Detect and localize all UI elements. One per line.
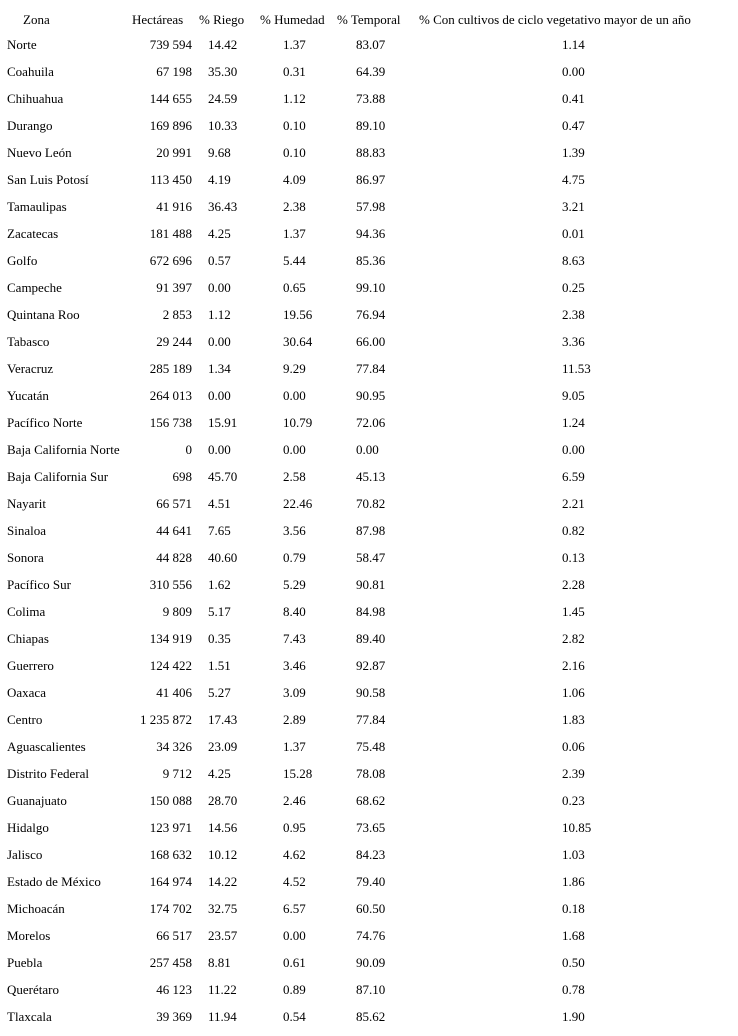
cell-hectareas: 174 702 bbox=[149, 901, 192, 916]
cell-zona: Chiapas bbox=[7, 631, 49, 646]
cell-temporal: 87.98 bbox=[356, 523, 386, 538]
cell-zona: Aguascalientes bbox=[7, 739, 86, 754]
cell-humedad: 3.46 bbox=[283, 658, 306, 673]
cell-hectareas: 156 738 bbox=[149, 415, 192, 430]
cell-zona: Sonora bbox=[7, 550, 44, 565]
cell-hectareas: 739 594 bbox=[149, 37, 192, 52]
cell-hectareas: 66 571 bbox=[156, 496, 192, 511]
cell-temporal: 94.36 bbox=[356, 226, 386, 241]
cell-humedad: 10.79 bbox=[283, 415, 313, 430]
cell-ciclo: 2.38 bbox=[562, 307, 585, 322]
cell-zona: Baja California Sur bbox=[7, 469, 109, 484]
cell-riego: 4.25 bbox=[208, 226, 231, 241]
cell-temporal: 76.94 bbox=[356, 307, 386, 322]
cell-humedad: 2.46 bbox=[283, 793, 306, 808]
cell-zona: San Luis Potosí bbox=[7, 172, 89, 187]
cell-humedad: 1.37 bbox=[283, 37, 306, 52]
table-row bbox=[0, 928, 738, 955]
table-header bbox=[0, 12, 738, 28]
cell-zona: Tamaulipas bbox=[7, 199, 67, 214]
table-row bbox=[0, 226, 738, 253]
cell-riego: 4.19 bbox=[208, 172, 231, 187]
cell-riego: 1.34 bbox=[208, 361, 231, 376]
cell-hectareas: 123 971 bbox=[149, 820, 192, 835]
cell-hectareas: 285 189 bbox=[149, 361, 192, 376]
cell-zona: Baja California Norte bbox=[7, 442, 120, 457]
cell-riego: 10.12 bbox=[208, 847, 238, 862]
cell-humedad: 4.52 bbox=[283, 874, 306, 889]
cell-ciclo: 0.00 bbox=[562, 64, 585, 79]
cell-ciclo: 2.16 bbox=[562, 658, 585, 673]
table-row bbox=[0, 37, 738, 64]
cell-temporal: 88.83 bbox=[356, 145, 386, 160]
table-row bbox=[0, 901, 738, 928]
table-row bbox=[0, 577, 738, 604]
table-row bbox=[0, 658, 738, 685]
cell-temporal: 0.00 bbox=[356, 442, 379, 457]
cell-hectareas: 264 013 bbox=[149, 388, 192, 403]
cell-hectareas: 169 896 bbox=[149, 118, 192, 133]
cell-riego: 1.62 bbox=[208, 577, 231, 592]
cell-zona: Golfo bbox=[7, 253, 38, 268]
cell-riego: 14.56 bbox=[208, 820, 238, 835]
cell-humedad: 4.62 bbox=[283, 847, 306, 862]
cell-humedad: 0.10 bbox=[283, 145, 306, 160]
cell-hectareas: 91 397 bbox=[156, 280, 192, 295]
table-row bbox=[0, 415, 738, 442]
table-row bbox=[0, 550, 738, 577]
cell-temporal: 89.10 bbox=[356, 118, 386, 133]
cell-hectareas: 698 bbox=[172, 469, 192, 484]
cell-hectareas: 168 632 bbox=[149, 847, 192, 862]
cell-temporal: 90.81 bbox=[356, 577, 386, 592]
cell-ciclo: 0.47 bbox=[562, 118, 585, 133]
cell-zona: Querétaro bbox=[7, 982, 59, 997]
cell-riego: 8.81 bbox=[208, 955, 231, 970]
table-row bbox=[0, 820, 738, 847]
table-row bbox=[0, 712, 738, 739]
cell-riego: 5.27 bbox=[208, 685, 231, 700]
cell-riego: 35.30 bbox=[208, 64, 238, 79]
cell-zona: Tlaxcala bbox=[7, 1009, 52, 1024]
cell-riego: 10.33 bbox=[208, 118, 238, 133]
cell-humedad: 3.56 bbox=[283, 523, 306, 538]
cell-humedad: 0.00 bbox=[283, 388, 306, 403]
cell-zona: Puebla bbox=[7, 955, 43, 970]
cell-zona: Pacífico Sur bbox=[7, 577, 71, 592]
header-riego: % Riego bbox=[199, 12, 245, 27]
cell-zona: Chihuahua bbox=[7, 91, 64, 106]
table-row bbox=[0, 145, 738, 172]
cell-humedad: 0.95 bbox=[283, 820, 306, 835]
table-row bbox=[0, 793, 738, 820]
cell-ciclo: 0.25 bbox=[562, 280, 585, 295]
cell-ciclo: 1.06 bbox=[562, 685, 585, 700]
cell-humedad: 6.57 bbox=[283, 901, 306, 916]
cell-humedad: 2.89 bbox=[283, 712, 306, 727]
cell-zona: Morelos bbox=[7, 928, 51, 943]
cell-humedad: 0.31 bbox=[283, 64, 306, 79]
cell-riego: 1.12 bbox=[208, 307, 231, 322]
cell-riego: 4.25 bbox=[208, 766, 231, 781]
header-hectareas: Hectáreas bbox=[132, 12, 184, 27]
cell-riego: 32.75 bbox=[208, 901, 238, 916]
cell-riego: 11.94 bbox=[208, 1009, 237, 1024]
cell-humedad: 30.64 bbox=[283, 334, 313, 349]
cell-riego: 0.00 bbox=[208, 388, 231, 403]
cell-zona: Coahuila bbox=[7, 64, 54, 79]
cell-ciclo: 0.41 bbox=[562, 91, 585, 106]
cell-temporal: 66.00 bbox=[356, 334, 386, 349]
cell-ciclo: 0.13 bbox=[562, 550, 585, 565]
cell-zona: Nuevo León bbox=[7, 145, 72, 160]
cell-riego: 5.17 bbox=[208, 604, 231, 619]
cell-riego: 0.00 bbox=[208, 442, 231, 457]
cell-humedad: 1.37 bbox=[283, 226, 306, 241]
cell-temporal: 77.84 bbox=[356, 712, 386, 727]
cell-hectareas: 44 641 bbox=[156, 523, 192, 538]
table-row bbox=[0, 64, 738, 91]
cell-riego: 11.22 bbox=[208, 982, 237, 997]
cell-riego: 23.09 bbox=[208, 739, 238, 754]
cell-temporal: 92.87 bbox=[356, 658, 386, 673]
cell-zona: Yucatán bbox=[7, 388, 49, 403]
cell-ciclo: 1.68 bbox=[562, 928, 585, 943]
cell-humedad: 0.65 bbox=[283, 280, 306, 295]
cell-temporal: 75.48 bbox=[356, 739, 386, 754]
cell-riego: 40.60 bbox=[208, 550, 238, 565]
table-row bbox=[0, 361, 738, 388]
table-row bbox=[0, 172, 738, 199]
cell-hectareas: 181 488 bbox=[149, 226, 192, 241]
cell-hectareas: 144 655 bbox=[149, 91, 192, 106]
cell-humedad: 5.44 bbox=[283, 253, 306, 268]
cell-riego: 7.65 bbox=[208, 523, 231, 538]
cell-riego: 23.57 bbox=[208, 928, 238, 943]
cell-humedad: 2.58 bbox=[283, 469, 306, 484]
cell-humedad: 19.56 bbox=[283, 307, 313, 322]
cell-zona: Campeche bbox=[7, 280, 62, 295]
cell-ciclo: 8.63 bbox=[562, 253, 585, 268]
cell-riego: 4.51 bbox=[208, 496, 231, 511]
cell-temporal: 90.09 bbox=[356, 955, 386, 970]
cell-riego: 36.43 bbox=[208, 199, 238, 214]
table-row bbox=[0, 469, 738, 496]
cell-temporal: 89.40 bbox=[356, 631, 386, 646]
cell-riego: 0.00 bbox=[208, 280, 231, 295]
cell-zona: Oaxaca bbox=[7, 685, 46, 700]
cell-zona: Tabasco bbox=[7, 334, 50, 349]
cell-ciclo: 2.82 bbox=[562, 631, 585, 646]
cell-humedad: 7.43 bbox=[283, 631, 306, 646]
cell-zona: Estado de México bbox=[7, 874, 101, 889]
header-ciclo: % Con cultivos de ciclo vegetativo mayor de un año bbox=[419, 12, 691, 27]
table-row bbox=[0, 334, 738, 361]
cell-riego: 15.91 bbox=[208, 415, 238, 430]
table-row bbox=[0, 874, 738, 901]
cell-ciclo: 1.39 bbox=[562, 145, 585, 160]
cell-hectareas: 124 422 bbox=[149, 658, 192, 673]
cell-zona: Norte bbox=[7, 37, 37, 52]
cell-hectareas: 257 458 bbox=[149, 955, 192, 970]
cell-humedad: 0.10 bbox=[283, 118, 306, 133]
cell-humedad: 0.79 bbox=[283, 550, 306, 565]
table-row bbox=[0, 1009, 738, 1036]
cell-ciclo: 10.85 bbox=[562, 820, 592, 835]
cell-riego: 45.70 bbox=[208, 469, 238, 484]
cell-ciclo: 4.75 bbox=[562, 172, 585, 187]
table-row bbox=[0, 253, 738, 280]
cell-zona: Durango bbox=[7, 118, 53, 133]
header-temporal: % Temporal bbox=[337, 12, 401, 27]
table-row bbox=[0, 685, 738, 712]
cell-humedad: 9.29 bbox=[283, 361, 306, 376]
table-row bbox=[0, 280, 738, 307]
table-row bbox=[0, 442, 738, 469]
cell-humedad: 1.12 bbox=[283, 91, 306, 106]
table-row bbox=[0, 766, 738, 793]
cell-zona: Jalisco bbox=[7, 847, 43, 862]
cell-ciclo: 0.06 bbox=[562, 739, 585, 754]
cell-temporal: 90.95 bbox=[356, 388, 386, 403]
cell-hectareas: 66 517 bbox=[156, 928, 192, 943]
cell-temporal: 90.58 bbox=[356, 685, 386, 700]
cell-temporal: 79.40 bbox=[356, 874, 386, 889]
cell-riego: 0.00 bbox=[208, 334, 231, 349]
cell-hectareas: 9 809 bbox=[162, 604, 192, 619]
cell-ciclo: 1.45 bbox=[562, 604, 585, 619]
cell-ciclo: 9.05 bbox=[562, 388, 585, 403]
cell-humedad: 5.29 bbox=[283, 577, 306, 592]
cell-hectareas: 29 244 bbox=[156, 334, 192, 349]
cell-humedad: 22.46 bbox=[283, 496, 313, 511]
cell-ciclo: 11.53 bbox=[562, 361, 591, 376]
cell-riego: 17.43 bbox=[208, 712, 238, 727]
cell-ciclo: 1.90 bbox=[562, 1009, 585, 1024]
cell-zona: Colima bbox=[7, 604, 46, 619]
cell-humedad: 0.89 bbox=[283, 982, 306, 997]
cell-temporal: 78.08 bbox=[356, 766, 386, 781]
cell-ciclo: 1.86 bbox=[562, 874, 585, 889]
cell-riego: 1.51 bbox=[208, 658, 231, 673]
cell-humedad: 8.40 bbox=[283, 604, 306, 619]
cell-ciclo: 6.59 bbox=[562, 469, 585, 484]
cell-humedad: 0.54 bbox=[283, 1009, 306, 1024]
cell-ciclo: 0.23 bbox=[562, 793, 585, 808]
cell-hectareas: 134 919 bbox=[149, 631, 192, 646]
cell-riego: 24.59 bbox=[208, 91, 238, 106]
cell-ciclo: 0.82 bbox=[562, 523, 585, 538]
cell-hectareas: 20 991 bbox=[156, 145, 192, 160]
cell-riego: 0.35 bbox=[208, 631, 231, 646]
cell-zona: Sinaloa bbox=[7, 523, 46, 538]
cell-ciclo: 1.83 bbox=[562, 712, 585, 727]
cell-temporal: 84.98 bbox=[356, 604, 386, 619]
cell-hectareas: 9 712 bbox=[162, 766, 192, 781]
cell-temporal: 85.62 bbox=[356, 1009, 386, 1024]
table-row bbox=[0, 118, 738, 145]
cell-ciclo: 2.28 bbox=[562, 577, 585, 592]
cell-zona: Hidalgo bbox=[7, 820, 49, 835]
cell-hectareas: 1 235 872 bbox=[140, 712, 192, 727]
cell-zona: Pacífico Norte bbox=[7, 415, 83, 430]
cell-zona: Guanajuato bbox=[7, 793, 67, 808]
cell-ciclo: 1.03 bbox=[562, 847, 585, 862]
cell-temporal: 73.88 bbox=[356, 91, 386, 106]
cell-humedad: 4.09 bbox=[283, 172, 306, 187]
cell-hectareas: 2 853 bbox=[162, 307, 192, 322]
cell-temporal: 60.50 bbox=[356, 901, 386, 916]
cell-humedad: 0.61 bbox=[283, 955, 306, 970]
cell-hectareas: 0 bbox=[185, 442, 192, 457]
cell-temporal: 87.10 bbox=[356, 982, 386, 997]
cell-zona: Centro bbox=[7, 712, 43, 727]
cell-temporal: 84.23 bbox=[356, 847, 386, 862]
cell-ciclo: 2.39 bbox=[562, 766, 585, 781]
cell-zona: Nayarit bbox=[7, 496, 46, 511]
cell-riego: 0.57 bbox=[208, 253, 231, 268]
cell-hectareas: 67 198 bbox=[156, 64, 192, 79]
table-row bbox=[0, 982, 738, 1009]
cell-temporal: 64.39 bbox=[356, 64, 386, 79]
cell-ciclo: 0.01 bbox=[562, 226, 585, 241]
cell-riego: 9.68 bbox=[208, 145, 231, 160]
cell-ciclo: 2.21 bbox=[562, 496, 585, 511]
cell-ciclo: 0.50 bbox=[562, 955, 585, 970]
cell-hectareas: 46 123 bbox=[156, 982, 192, 997]
cell-ciclo: 0.00 bbox=[562, 442, 585, 457]
cell-humedad: 0.00 bbox=[283, 442, 306, 457]
cell-temporal: 77.84 bbox=[356, 361, 386, 376]
table-row bbox=[0, 604, 738, 631]
cell-temporal: 70.82 bbox=[356, 496, 386, 511]
table-row bbox=[0, 631, 738, 658]
cell-humedad: 3.09 bbox=[283, 685, 306, 700]
header-humedad: % Humedad bbox=[260, 12, 325, 27]
cell-hectareas: 310 556 bbox=[149, 577, 192, 592]
table-row bbox=[0, 739, 738, 766]
table-row bbox=[0, 523, 738, 550]
cell-riego: 14.42 bbox=[208, 37, 238, 52]
cell-zona: Veracruz bbox=[7, 361, 54, 376]
table-row bbox=[0, 847, 738, 874]
cell-temporal: 74.76 bbox=[356, 928, 386, 943]
table-row bbox=[0, 496, 738, 523]
cell-hectareas: 164 974 bbox=[149, 874, 192, 889]
cell-zona: Distrito Federal bbox=[7, 766, 89, 781]
cell-zona: Zacatecas bbox=[7, 226, 59, 241]
cell-temporal: 58.47 bbox=[356, 550, 386, 565]
table-row bbox=[0, 388, 738, 415]
cell-temporal: 68.62 bbox=[356, 793, 386, 808]
table-body bbox=[0, 37, 738, 1036]
cell-hectareas: 150 088 bbox=[149, 793, 192, 808]
cell-temporal: 45.13 bbox=[356, 469, 386, 484]
cell-ciclo: 1.14 bbox=[562, 37, 585, 52]
table-row bbox=[0, 91, 738, 118]
table-row bbox=[0, 199, 738, 226]
cell-zona: Michoacán bbox=[7, 901, 65, 916]
cell-hectareas: 672 696 bbox=[149, 253, 192, 268]
cell-hectareas: 44 828 bbox=[156, 550, 192, 565]
cell-temporal: 86.97 bbox=[356, 172, 386, 187]
cell-ciclo: 0.78 bbox=[562, 982, 585, 997]
cell-temporal: 83.07 bbox=[356, 37, 386, 52]
table-row bbox=[0, 307, 738, 334]
header-zona: Zona bbox=[23, 12, 50, 27]
cell-temporal: 85.36 bbox=[356, 253, 386, 268]
cell-temporal: 99.10 bbox=[356, 280, 386, 295]
cell-riego: 28.70 bbox=[208, 793, 238, 808]
cell-humedad: 0.00 bbox=[283, 928, 306, 943]
cell-hectareas: 39 369 bbox=[156, 1009, 192, 1024]
cell-temporal: 73.65 bbox=[356, 820, 386, 835]
cell-temporal: 72.06 bbox=[356, 415, 386, 430]
cell-temporal: 57.98 bbox=[356, 199, 386, 214]
cell-humedad: 1.37 bbox=[283, 739, 306, 754]
cell-ciclo: 1.24 bbox=[562, 415, 585, 430]
cell-zona: Quintana Roo bbox=[7, 307, 80, 322]
cell-hectareas: 41 406 bbox=[156, 685, 192, 700]
cell-riego: 14.22 bbox=[208, 874, 238, 889]
cell-ciclo: 3.21 bbox=[562, 199, 585, 214]
cell-ciclo: 0.18 bbox=[562, 901, 585, 916]
cell-humedad: 2.38 bbox=[283, 199, 306, 214]
cell-ciclo: 3.36 bbox=[562, 334, 585, 349]
cell-humedad: 15.28 bbox=[283, 766, 313, 781]
table-row bbox=[0, 955, 738, 982]
cell-hectareas: 113 450 bbox=[150, 172, 192, 187]
cell-hectareas: 34 326 bbox=[156, 739, 192, 754]
cell-hectareas: 41 916 bbox=[156, 199, 192, 214]
cell-zona: Guerrero bbox=[7, 658, 54, 673]
